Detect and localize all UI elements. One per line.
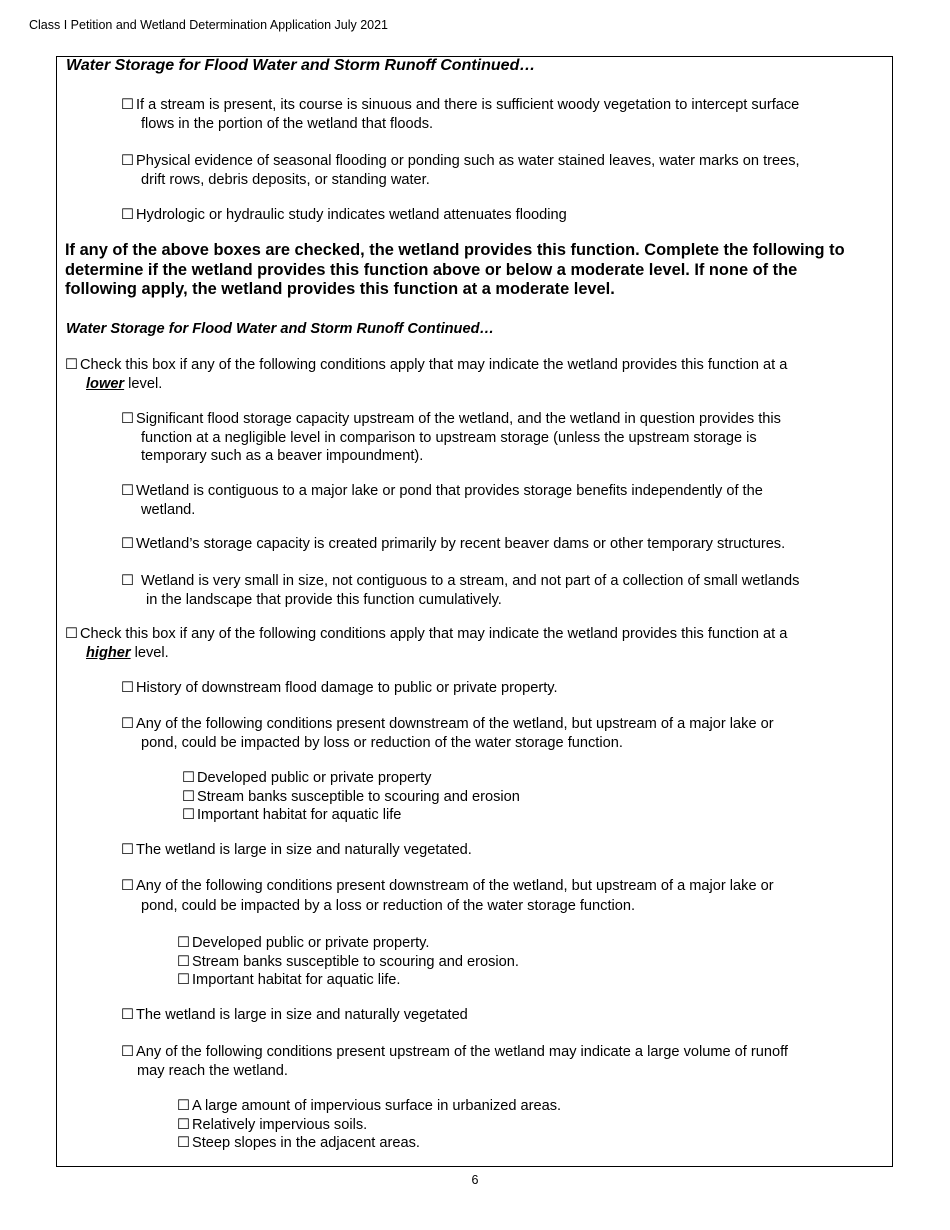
section-title: Water Storage for Flood Water and Storm Runoff Continued… [66,321,495,337]
checkbox[interactable]: ☐ [121,153,135,169]
list-item: ☐ Any of the following conditions present upstream of the wetland may indicate a large volume of runoff may reach the wetland. [121,1044,788,1079]
checkbox[interactable]: ☐ [121,411,135,427]
list-item: ☐ Steep slopes in the adjacent areas. [177,1135,420,1151]
list-item: ☐ Physical evidence of seasonal flooding or ponding such as water stained leaves, water marks on trees, drift rows, debris deposits, or standing water. [121,153,800,188]
checkbox[interactable]: ☐ [182,807,196,823]
list-item: ☐ Any of the following conditions present downstream of the wetland, but upstream of a major lake or pond, could be impacted by a loss or reduction of the water storage function. [121,878,774,914]
page-number: 6 [471,1173,479,1187]
list-item: ☐ Relatively impervious soils. [177,1116,368,1133]
list-item: ☐ Developed public or private property [182,770,432,786]
checkbox[interactable]: ☐ [65,626,79,642]
list-item: ☐ Significant flood storage capacity upstream of the wetland, and the wetland in question provides this function at a negligible level in comparison to upstream storage (unless the upstream storage is temporary such as a beaver impoundment). [121,411,781,464]
list-item: ☐ Stream banks susceptible to scouring and erosion [182,788,520,805]
higher-level-check: ☐ Check this box if any of the following conditions apply that may indicate the wetland provides this function at a higher level. [65,626,788,661]
checkbox[interactable]: ☐ [177,1116,191,1133]
list-item: ☐ History of downstream flood damage to public or private property. [121,680,558,696]
list-item: ☐ A large amount of impervious surface in urbanized areas. [177,1098,562,1114]
checkbox[interactable]: ☐ [177,972,191,988]
sub-list [177,934,519,990]
list-item: ☐ Stream banks susceptible to scouring and erosion. [177,953,519,970]
list-item: ☐ Hydrologic or hydraulic study indicates wetland attenuates flooding [121,207,567,223]
checkbox[interactable]: ☐ [177,1135,191,1151]
list-item: ☐ Wetland is contiguous to a major lake or pond that provides storage benefits independently of the wetland. [121,483,763,518]
checkbox[interactable]: ☐ [121,207,135,223]
sub-list [182,769,520,825]
checkbox[interactable]: ☐ [121,680,135,696]
checkbox[interactable]: ☐ [177,953,191,970]
checkbox[interactable]: ☐ [121,878,135,894]
list-item: ☐ Developed public or private property. [177,935,430,951]
checkbox[interactable]: ☐ [65,357,79,373]
checkbox[interactable]: ☐ [121,1044,135,1060]
list-item: ☐ If a stream is present, its course is sinuous and there is sufficient woody vegetation to intercept surface flows in the portion of the wetland that floods. [121,97,800,132]
checkbox[interactable]: ☐ [177,1098,191,1114]
checkbox[interactable]: ☐ [182,770,196,786]
list-item: ☐ Wetland’s storage capacity is created primarily by recent beaver dams or other temporary structures. [121,536,786,552]
checkbox[interactable]: ☐ [121,536,135,552]
checkbox[interactable]: ☐ [121,573,135,589]
list-item: ☐ Important habitat for aquatic life [182,807,402,823]
list-item: ☐ The wetland is large in size and naturally vegetated [121,1007,468,1023]
checkbox[interactable]: ☐ [121,483,135,499]
page-header: Class I Petition and Wetland Determination Application July 2021 [29,18,389,32]
checkbox[interactable]: ☐ [121,97,135,113]
list-item: ☐ The wetland is large in size and naturally vegetated. [121,842,472,858]
lower-level-check: ☐ Check this box if any of the following conditions apply that may indicate the wetland provides this function at a lower level. [65,357,788,392]
checkbox[interactable]: ☐ [177,935,191,951]
checkbox[interactable]: ☐ [121,842,135,858]
list-item: ☐ Important habitat for aquatic life. [177,972,401,988]
instruction-text: If any of the above boxes are checked, the wetland provides this function. Complete the following to determine if the wetland provides this function above or below a moderate level. If none of the following apply, the wetland provides this function at a moderate level. [65,241,845,298]
checkbox[interactable]: ☐ [121,716,135,732]
list-item: ☐ Wetland is very small in size, not contiguous to a stream, and not part of a collection of small wetlands in the landscape that provide this function cumulatively. [121,573,800,608]
list-item: ☐ Any of the following conditions present downstream of the wetland, but upstream of a major lake or pond, could be impacted by loss or reduction of the water storage function. [121,716,774,751]
sub-list [177,1097,561,1153]
section-title: Water Storage for Flood Water and Storm Runoff Continued… [66,57,536,74]
checkbox[interactable]: ☐ [182,788,196,805]
checkbox[interactable]: ☐ [121,1007,135,1023]
